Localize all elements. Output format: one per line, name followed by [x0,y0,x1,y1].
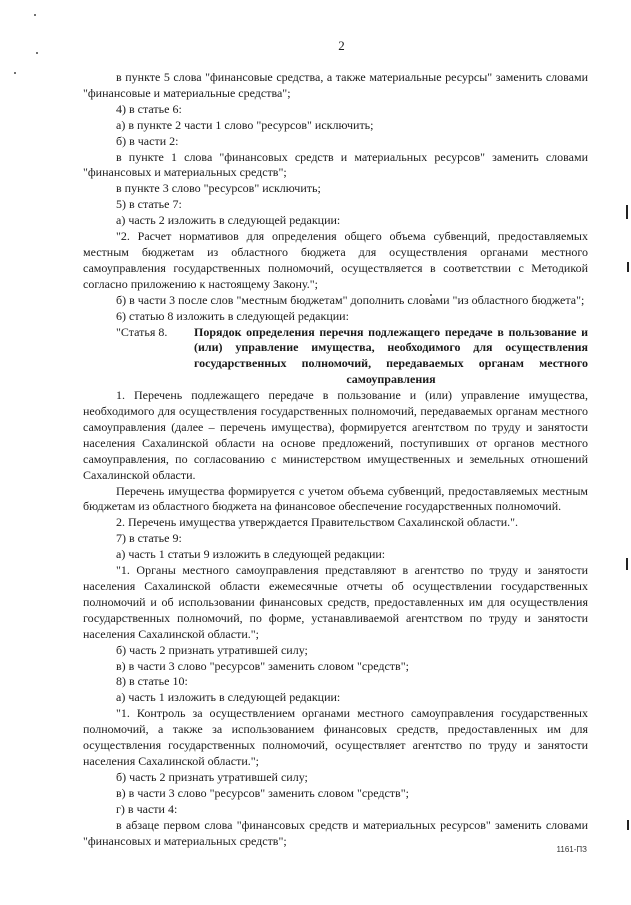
paragraph: 6) статью 8 изложить в следующей редакции: [116,308,349,323]
paragraph: г) в части 4: [116,801,178,816]
paragraph: "1. Контроль за осуществлением органами местного самоуправления государственных полномочий, а также за использованием финансовых средств, предоставленных им для осуществления государственных полномочий, осуществляет агентство по труду и занятости населения Сахалинской области."; [83,706,588,768]
article-title: Порядок определения перечня подлежащего передаче в пользование и (или) управление имущества, необходимого для осуществления государственных полномочий, передаваемых органам местного самоуправления [194,324,588,387]
paragraph: 4) в статье 6: [116,101,182,116]
scan-speck [14,72,16,74]
paragraph: 5) в статье 7: [116,197,182,212]
paragraph: в пункте 5 слова "финансовые средства, а также материальные ресурсы" заменить словами "финансовые и материальные средства"; [83,70,588,100]
paragraph: 2. Перечень имущества утверждается Правительством Сахалинской области.". [116,515,519,530]
paragraph: 8) в статье 10: [116,674,188,689]
paragraph: в пункте 3 слово "ресурсов" исключить; [116,181,321,196]
paragraph: Перечень имущества формируется с учетом объема субвенций, предоставляемых местным бюджетам из областного бюджета на финансовое обеспечение государственных полномочий. [83,483,588,514]
scan-margin-mark [627,262,629,272]
document-code: 1161-ПЗ [556,845,587,854]
paragraph: в) в части 3 слово "ресурсов" заменить словом "средств"; [116,658,409,673]
paragraph: б) часть 2 признать утратившей силу; [116,642,308,657]
scan-margin-mark [626,205,628,219]
article-label: "Статья 8. [116,324,168,339]
article-heading [83,325,588,389]
page-number: 2 [338,38,345,53]
paragraph: 1. Перечень подлежащего передаче в пользование и (или) управление имущества, необходимого для осуществления государственных полномочий, передаваемых органам местного самоуправления (далее – перечень имущества), формируется агентством по труду и занятости населения Сахалинской области на основе предложений, поступивших от органов местного самоуправления, по согласованию с министерством имущественных и земельных отношений Сахалинской области. [83,388,588,482]
paragraph: а) часть 2 изложить в следующей редакции: [116,213,341,228]
paragraph: а) часть 1 статьи 9 изложить в следующей редакции: [116,547,386,562]
paragraph: 7) в статье 9: [116,531,182,546]
paragraph: в) в части 3 слово "ресурсов" заменить словом "средств"; [116,785,409,800]
paragraph: "1. Органы местного самоуправления представляют в агентство по труду и занятости населения Сахалинской области ежемесячные отчеты об осуществлении государственных полномочий и об использовании финансовых средств, предоставленных им для осуществления государственных полномочий, по форме, устанавливаемой агентством по труду и занятости населения Сахалинской области."; [83,563,588,641]
paragraph: б) в части 2: [116,133,179,148]
paragraph: в пункте 1 слова "финансовых средств и материальных ресурсов" заменить словами "финансовых и материальных средств"; [83,149,588,180]
scan-speck [34,14,36,16]
scan-margin-mark [627,820,629,830]
paragraph: "2. Расчет нормативов для определения общего объема субвенций, предоставляемых местным бюджетам из областного бюджета для осуществления органами местного самоуправления государственных полномочий, осуществляется в соответствии с Методикой согласно приложению к настоящему Закону."; [83,229,588,291]
paragraph: в абзаце первом слова "финансовых средств и материальных ресурсов" заменить словами "финансовых и материальных средств"; [83,817,588,848]
paragraph: а) в пункте 2 части 1 слово "ресурсов" исключить; [116,117,374,132]
paragraph: б) часть 2 признать утратившей силу; [116,769,308,784]
paragraph: б) в части 3 после слов "местным бюджетам" дополнить словами "из областного бюджета"; [116,292,585,307]
document-body [83,70,588,849]
paragraph: а) часть 1 изложить в следующей редакции: [116,690,341,705]
scan-margin-mark [626,558,628,570]
